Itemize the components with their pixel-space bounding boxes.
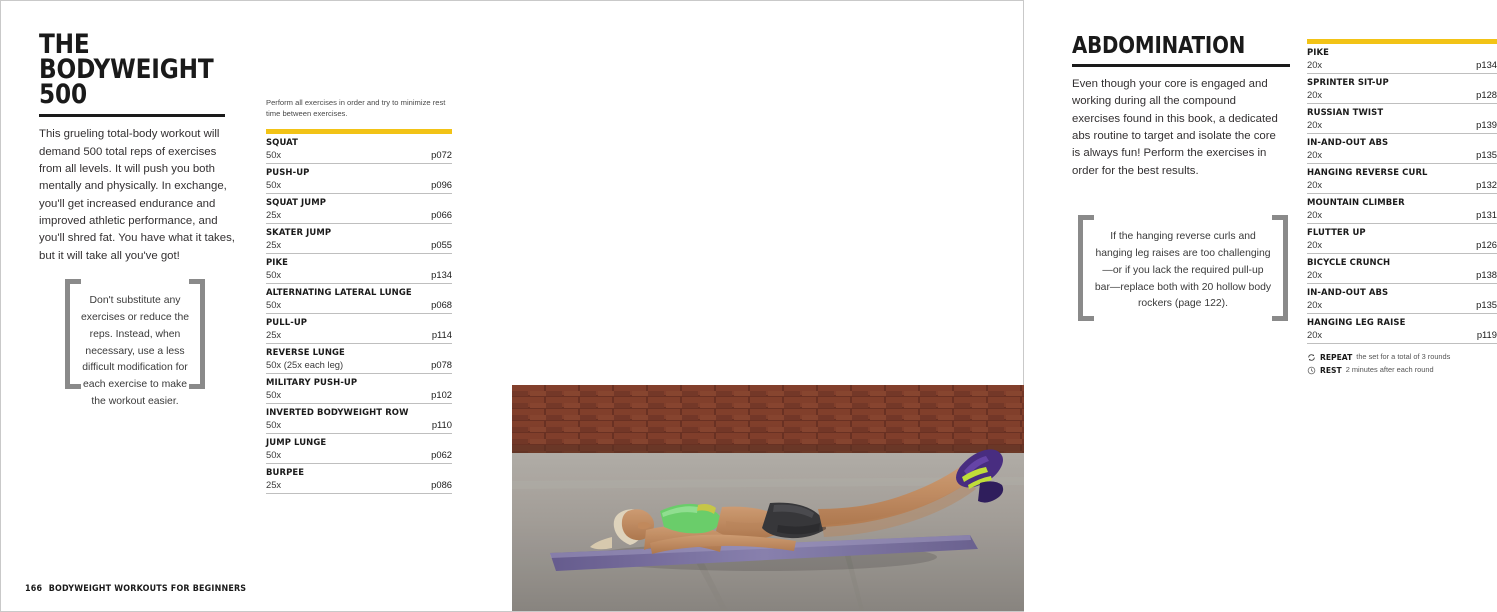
exercise-reps: 25x	[266, 328, 282, 340]
exercise-detail-line	[266, 479, 452, 490]
exercise-name: JUMP LUNGE	[266, 437, 327, 448]
exercise-name: PULL-UP	[266, 317, 308, 328]
exercise-row	[266, 344, 452, 374]
exercise-row	[1307, 134, 1497, 164]
exercise-row	[1307, 314, 1497, 344]
page-title-line2: BODYWEIGHT 500	[39, 53, 214, 110]
exercise-reps: 50x	[266, 148, 282, 160]
bracket-arm-bottom-left	[65, 384, 81, 389]
exercise-name: SQUAT	[266, 137, 299, 148]
exercise-row	[1307, 74, 1497, 104]
exercise-name: FLUTTER UP	[1307, 228, 1366, 238]
exercise-reps: 25x	[266, 208, 282, 220]
section-intro-paragraph: Even though your core is engaged and working during all the compound exercises found in this book, a dedicated abs routine to target and isolate the core is always fun! Perform the exercises in order for the best results.	[1072, 78, 1278, 177]
exercise-detail-line	[266, 239, 452, 250]
repeat-icon	[1307, 353, 1316, 362]
exercise-detail-line	[1307, 179, 1497, 190]
exercise-detail-line	[1307, 149, 1497, 160]
exercise-page-reference[interactable]: p102	[431, 388, 452, 400]
exercise-reps: 50x	[266, 448, 282, 460]
book-title: BODYWEIGHT WORKOUTS FOR BEGINNERS	[48, 584, 247, 594]
exercise-page-reference[interactable]: p119	[1476, 329, 1497, 340]
bracket-arm-bottom-right	[1272, 316, 1288, 321]
exercise-reps: 20x	[1307, 149, 1323, 160]
exercise-reps: 20x	[1307, 209, 1323, 220]
exercise-row	[1307, 164, 1497, 194]
exercise-detail-line	[266, 209, 452, 220]
exercise-reps: 20x	[1307, 239, 1323, 250]
right-callout	[1078, 215, 1288, 321]
exercise-name: REVERSE LUNGE	[266, 347, 345, 358]
exercise-page-reference[interactable]: p132	[1476, 179, 1497, 190]
list-instructions: Perform all exercises in order and try to minimize rest time between exercises.	[266, 98, 446, 119]
page-number: 166	[25, 584, 43, 594]
exercise-page-reference[interactable]: p062	[431, 448, 452, 460]
page-title-line1: THE	[39, 29, 90, 60]
bracket-right	[1283, 215, 1288, 321]
page-title	[39, 29, 214, 110]
exercise-row	[266, 254, 452, 284]
exercise-reps: 50x	[266, 388, 282, 400]
bracket-left	[1078, 215, 1083, 321]
bracket-arm-top-right	[189, 279, 205, 284]
exercise-reps: 50x (25x each leg)	[266, 358, 344, 370]
exercise-detail-line	[266, 389, 452, 400]
exercise-detail-line	[266, 449, 452, 460]
exercise-name: PIKE	[266, 257, 289, 268]
exercise-page-reference[interactable]: p096	[431, 178, 452, 190]
exercise-detail-line	[1307, 209, 1497, 220]
bracket-arm-bottom-left	[1078, 316, 1094, 321]
exercise-row	[266, 284, 452, 314]
right-callout-text: If the hanging reverse curls and hanging leg raises are too challenging—or if you lack the required pull-up bar—replace both with 20 hollow body rockers (page 122).	[1094, 231, 1272, 310]
exercise-name: MOUNTAIN CLIMBER	[1307, 198, 1405, 208]
exercise-reps: 20x	[1307, 179, 1323, 190]
workout-note	[1307, 364, 1497, 377]
exercise-row	[1307, 224, 1497, 254]
exercise-page-reference[interactable]: p135	[1476, 149, 1497, 160]
exercise-detail-line	[1307, 329, 1497, 340]
exercise-row	[1307, 104, 1497, 134]
exercise-page-reference[interactable]: p072	[431, 148, 452, 160]
exercise-page-reference[interactable]: p134	[1476, 59, 1497, 70]
exercise-page-reference[interactable]: p110	[431, 418, 452, 430]
exercise-detail-line	[1307, 269, 1497, 280]
right-exercise-rows	[1307, 44, 1497, 344]
exercise-reps: 50x	[266, 178, 282, 190]
left-exercise-rows	[266, 134, 452, 494]
exercise-row	[1307, 194, 1497, 224]
exercise-page-reference[interactable]: p128	[1476, 89, 1497, 100]
workout-notes	[1307, 351, 1497, 378]
exercise-reps: 50x	[266, 298, 282, 310]
exercise-name: BURPEE	[266, 467, 305, 478]
exercise-row	[266, 134, 452, 164]
right-page	[512, 1, 1497, 611]
note-text: the set for a total of 3 rounds	[1356, 352, 1451, 362]
exercise-detail-line	[1307, 59, 1497, 70]
title-divider	[39, 114, 225, 117]
exercise-name: BICYCLE CRUNCH	[1307, 258, 1391, 268]
exercise-detail-line	[1307, 89, 1497, 100]
right-exercise-list	[1307, 39, 1497, 378]
workout-note	[1307, 351, 1497, 364]
left-exercise-list	[266, 97, 452, 494]
exercise-page-reference[interactable]: p139	[1476, 119, 1497, 130]
exercise-page-reference[interactable]: p066	[431, 208, 452, 220]
exercise-row	[1307, 44, 1497, 74]
exercise-row	[266, 464, 452, 494]
exercise-detail-line	[266, 419, 452, 430]
exercise-row	[1307, 284, 1497, 314]
exercise-detail-line	[1307, 119, 1497, 130]
exercise-detail-line	[266, 269, 452, 280]
exercise-name: INVERTED BODYWEIGHT ROW	[266, 407, 409, 418]
exercise-row	[266, 434, 452, 464]
left-callout-text: Don't substitute any exercises or reduce the reps. Instead, when necessary, use a less difficult modification for each exercise to make the workout easier.	[81, 295, 190, 408]
exercise-page-reference[interactable]: p086	[431, 478, 452, 490]
intro-paragraph: This grueling total-body workout will demand 500 total reps of exercises from all levels. It will push you both mentally and physically. In exchange, you'll get increased endurance and improved athletic performance, and you'll shred fat. You have what it takes, but it will take all you've got!	[39, 128, 235, 262]
exercise-page-reference[interactable]: p055	[431, 238, 452, 250]
exercise-row	[266, 404, 452, 434]
exercise-page-reference[interactable]: p126	[1476, 239, 1497, 250]
exercise-page-reference[interactable]: p134	[431, 268, 452, 280]
clock-icon	[1307, 366, 1316, 375]
exercise-page-reference[interactable]: p068	[431, 298, 452, 310]
note-label: REST	[1320, 366, 1342, 376]
exercise-name: PIKE	[1307, 48, 1330, 58]
bracket-right	[200, 279, 205, 389]
exercise-detail-line	[1307, 239, 1497, 250]
exercise-reps: 20x	[1307, 119, 1323, 130]
exercise-name: SPRINTER SIT-UP	[1307, 78, 1389, 88]
right-page-header	[1072, 33, 1287, 180]
exercise-name: RUSSIAN TWIST	[1307, 108, 1384, 118]
exercise-name: IN-AND-OUT ABS	[1307, 138, 1389, 148]
bracket-arm-top-left	[65, 279, 81, 284]
exercise-page-reference[interactable]: p078	[431, 358, 452, 370]
exercise-row	[266, 224, 452, 254]
bracket-arm-bottom-right	[189, 384, 205, 389]
bracket-arm-top-right	[1272, 215, 1288, 220]
note-label: REPEAT	[1320, 353, 1353, 362]
exercise-reps: 20x	[1307, 299, 1323, 310]
exercise-row	[266, 164, 452, 194]
exercise-detail-line	[266, 359, 452, 370]
exercise-reps: 50x	[266, 268, 282, 280]
exercise-row	[266, 194, 452, 224]
exercise-name: SKATER JUMP	[266, 227, 332, 238]
workout-photo	[512, 385, 1024, 611]
section-title: ABDOMINATION	[1072, 33, 1246, 59]
bracket-left	[65, 279, 70, 389]
bracket-arm-top-left	[1078, 215, 1094, 220]
exercise-detail-line	[1307, 299, 1497, 310]
footer	[25, 584, 246, 594]
exercise-name: HANGING LEG RAISE	[1307, 318, 1406, 328]
exercise-row	[266, 314, 452, 344]
exercise-detail-line	[266, 329, 452, 340]
exercise-reps: 20x	[1307, 89, 1323, 100]
exercise-page-reference[interactable]: p131	[1476, 209, 1497, 220]
exercise-page-reference[interactable]: p114	[431, 328, 452, 340]
exercise-name: HANGING REVERSE CURL	[1307, 168, 1428, 178]
exercise-reps: 25x	[266, 478, 282, 490]
note-text: 2 minutes after each round	[1345, 365, 1434, 375]
exercise-reps: 20x	[1307, 329, 1323, 340]
exercise-reps: 50x	[266, 418, 282, 430]
exercise-detail-line	[266, 179, 452, 190]
photo-illustration	[512, 385, 1024, 611]
exercise-reps: 20x	[1307, 269, 1323, 280]
exercise-name: MILITARY PUSH-UP	[266, 377, 358, 388]
section-title-divider	[1072, 64, 1290, 67]
exercise-row	[1307, 254, 1497, 284]
left-page	[1, 1, 512, 611]
exercise-name: IN-AND-OUT ABS	[1307, 288, 1389, 298]
exercise-detail-line	[266, 299, 452, 310]
left-page-header	[39, 29, 239, 265]
exercise-name: ALTERNATING LATERAL LUNGE	[266, 287, 412, 298]
exercise-reps: 25x	[266, 238, 282, 250]
exercise-row	[266, 374, 452, 404]
exercise-name: SQUAT JUMP	[266, 197, 327, 208]
exercise-name: PUSH-UP	[266, 167, 310, 178]
left-callout	[65, 279, 205, 408]
exercise-page-reference[interactable]: p135	[1476, 299, 1497, 310]
exercise-page-reference[interactable]: p138	[1476, 269, 1497, 280]
exercise-detail-line	[266, 149, 452, 160]
exercise-reps: 20x	[1307, 59, 1323, 70]
